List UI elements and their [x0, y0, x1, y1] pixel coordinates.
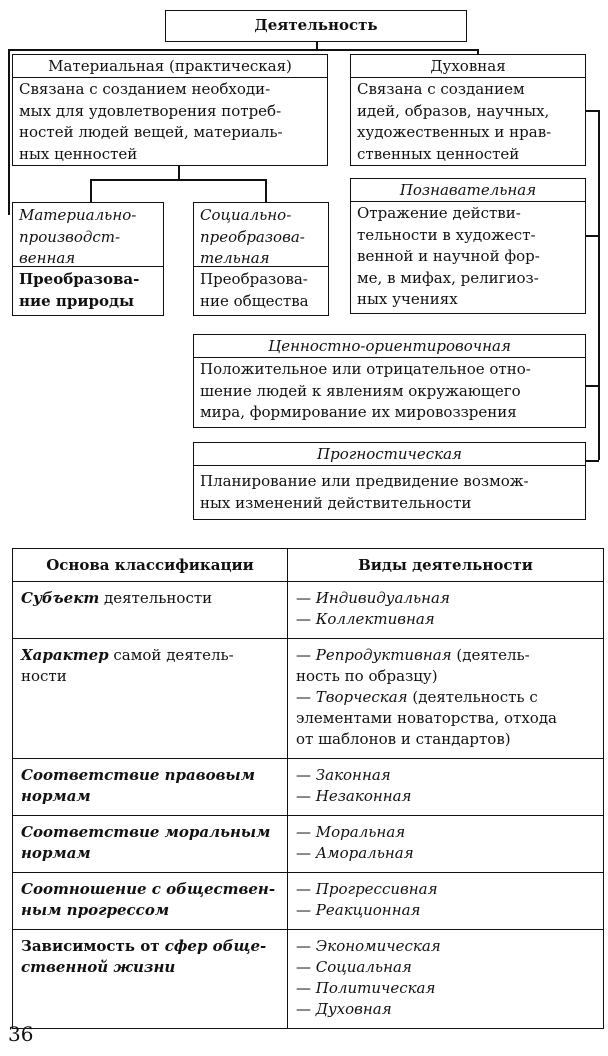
connector-line	[90, 179, 266, 181]
value-box	[193, 334, 586, 428]
value-title: Ценностно-ориентировочная	[194, 335, 585, 358]
type-text: Социальная	[315, 958, 412, 976]
connector-line	[585, 385, 599, 387]
soc-trans-desc: Преобразова- ние общества	[200, 270, 309, 310]
type-text: Законная	[315, 766, 391, 784]
activity-type-line	[296, 687, 595, 708]
spiritual-box	[350, 54, 586, 166]
table-row	[13, 582, 604, 639]
classification-basis	[13, 582, 288, 639]
activity-types	[288, 639, 604, 759]
spiritual-title: Духовная	[351, 55, 585, 78]
cognitive-desc: Отражение действи- тельности в художест- венной и научной фор- ме, в мифах, религиоз- ных учениях	[357, 204, 540, 308]
type-text: ность по образцу)	[296, 667, 438, 685]
basis-text: самой деятель- ности	[21, 646, 234, 685]
activity-type-line	[296, 765, 595, 786]
table-header-row	[13, 549, 604, 582]
basis-text: Зависимость от	[21, 937, 165, 955]
cognitive-title: Познавательная	[351, 179, 585, 202]
type-text: —	[296, 610, 316, 628]
page-number: 36	[8, 1022, 34, 1046]
basis-text: деятельности	[99, 589, 213, 607]
material-desc: Связана с созданием необходи- мых для удовлетворения потреб- ностей людей вещей, материаль- ных ценностей	[19, 80, 283, 163]
type-text: —	[296, 901, 316, 919]
soc-trans-box	[193, 202, 329, 316]
type-text: —	[296, 688, 316, 706]
mat-prod-desc: Преобразова- ние природы	[19, 270, 140, 310]
activity-type-line	[296, 729, 595, 750]
type-text: Незаконная	[315, 787, 412, 805]
type-text: Реакционная	[315, 901, 421, 919]
value-desc: Положительное или отрицательное отно- шение людей к явлениям окружающего мира, формирование их мировоззрения	[200, 360, 531, 421]
activity-type-line	[296, 978, 595, 999]
header-basis: Основа классификации	[13, 549, 288, 582]
activity-types	[288, 873, 604, 930]
soc-trans-title: Социально- преобразова- тельная	[194, 203, 328, 267]
type-text: Индивидуальная	[315, 589, 450, 607]
type-text: —	[296, 766, 316, 784]
type-text: Коллективная	[315, 610, 435, 628]
classification-basis	[13, 759, 288, 816]
root-title: Деятельность	[254, 16, 378, 34]
basis-text: Соответствие моральным нормам	[21, 823, 271, 862]
activity-type-line	[296, 843, 595, 864]
classification-table	[12, 548, 604, 1029]
connector-line	[90, 179, 92, 203]
type-text: —	[296, 1000, 316, 1018]
type-text: Моральная	[315, 823, 406, 841]
type-text: (деятельность с	[407, 688, 538, 706]
classification-basis	[13, 873, 288, 930]
type-text: от шаблонов и стандартов)	[296, 730, 511, 748]
classification-basis	[13, 639, 288, 759]
mat-prod-box	[12, 202, 164, 316]
mat-prod-title: Материально- производст- венная	[13, 203, 163, 267]
type-text: Аморальная	[315, 844, 414, 862]
activity-type-line	[296, 588, 595, 609]
table-row	[13, 873, 604, 930]
table-row	[13, 930, 604, 1029]
root-box	[165, 10, 467, 42]
header-types: Виды деятельности	[288, 549, 604, 582]
activity-type-line	[296, 900, 595, 921]
activity-type-line	[296, 936, 595, 957]
type-text: —	[296, 844, 316, 862]
type-text: Политическая	[315, 979, 436, 997]
basis-text: Субъект	[21, 589, 100, 607]
activity-types	[288, 759, 604, 816]
classification-basis	[13, 930, 288, 1029]
table-row	[13, 759, 604, 816]
activity-type-line	[296, 999, 595, 1020]
activity-type-line	[296, 645, 595, 666]
connector-line	[585, 110, 599, 112]
activity-type-line	[296, 957, 595, 978]
activity-type-line	[296, 666, 595, 687]
activity-type-line	[296, 786, 595, 807]
activity-type-line	[296, 708, 595, 729]
activity-types	[288, 816, 604, 873]
connector-line	[8, 49, 10, 215]
connector-line	[178, 165, 180, 180]
prognostic-box	[193, 442, 586, 520]
type-text: Творческая	[315, 688, 408, 706]
spiritual-desc: Связана с созданием идей, образов, научных, художественных и нрав- ственных ценностей	[357, 80, 552, 163]
table-row	[13, 816, 604, 873]
basis-text: Соотношение с обществен- ным прогрессом	[21, 880, 276, 919]
type-text: Экономическая	[315, 937, 441, 955]
type-text: —	[296, 823, 316, 841]
connector-line	[598, 110, 600, 460]
prognostic-title: Прогностическая	[194, 443, 585, 466]
material-box	[12, 54, 328, 166]
material-title: Материальная (практическая)	[13, 55, 327, 78]
activity-types	[288, 930, 604, 1029]
type-text: Репродуктивная	[315, 646, 452, 664]
classification-basis	[13, 816, 288, 873]
type-text: Духовная	[315, 1000, 392, 1018]
activity-type-line	[296, 879, 595, 900]
type-text: —	[296, 937, 316, 955]
activity-type-line	[296, 822, 595, 843]
type-text: —	[296, 979, 316, 997]
type-text: —	[296, 646, 316, 664]
connector-line	[8, 49, 478, 51]
basis-text: Соответствие правовым нормам	[21, 766, 255, 805]
connector-line	[265, 179, 267, 203]
prognostic-desc: Планирование или предвидение возмож- ных изменений действительности	[200, 472, 529, 512]
table-body	[13, 582, 604, 1029]
basis-text: сфер обще- ственной жизни	[21, 937, 267, 976]
activity-types	[288, 582, 604, 639]
connector-line	[585, 235, 599, 237]
type-text: —	[296, 958, 316, 976]
basis-text: Характер	[21, 646, 109, 664]
type-text: —	[296, 787, 316, 805]
connector-line	[585, 460, 599, 462]
table-row	[13, 639, 604, 759]
type-text: —	[296, 589, 316, 607]
type-text: элементами новаторства, отхода	[296, 709, 557, 727]
type-text: Прогрессивная	[315, 880, 438, 898]
type-text: (деятель-	[451, 646, 530, 664]
activity-type-line	[296, 609, 595, 630]
cognitive-box	[350, 178, 586, 314]
type-text: —	[296, 880, 316, 898]
